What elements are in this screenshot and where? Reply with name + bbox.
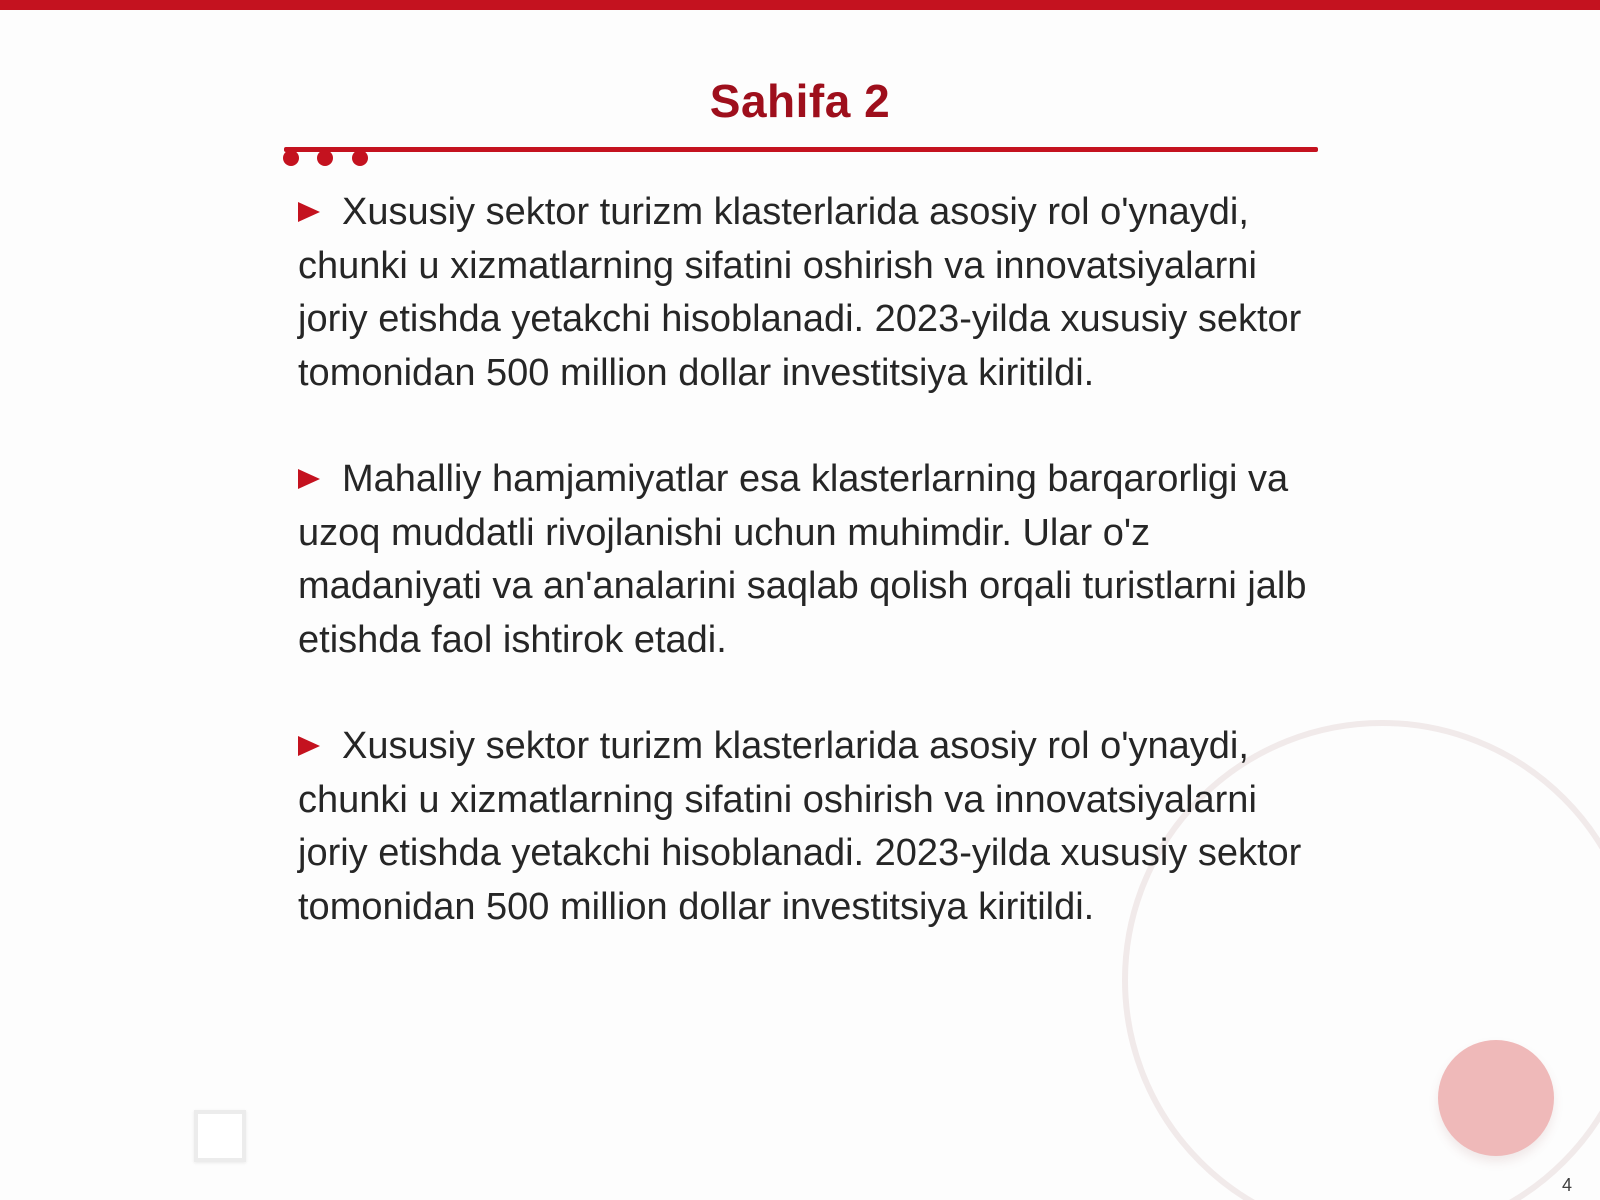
bullet-list	[298, 186, 1308, 987]
slide-title: Sahifa 2	[709, 75, 891, 127]
triangle-right-icon	[298, 469, 320, 489]
bullet-text: Xususiy sektor turizm klasterlarida asosiy rol o'ynaydi, chunki u xizmatlarning sifatini oshirish va innovatsiyalarni joriy etishda yetakchi hisoblanadi. 2023-yilda xususiy sektor tomonidan 500 million dollar investitsiya kiritildi.	[298, 725, 1302, 928]
decor-dot	[352, 150, 368, 166]
bullet-item	[298, 720, 1308, 934]
decor-dot	[283, 150, 299, 166]
decorative-square	[194, 1110, 246, 1162]
top-accent-bar	[0, 0, 1600, 10]
title-underline	[284, 147, 1318, 152]
bullet-item	[298, 186, 1308, 400]
bullet-text: Xususiy sektor turizm klasterlarida asosiy rol o'ynaydi, chunki u xizmatlarning sifatini oshirish va innovatsiyalarni joriy etishda yetakchi hisoblanadi. 2023-yilda xususiy sektor tomonidan 500 million dollar investitsiya kiritildi.	[298, 191, 1302, 394]
bullet-item	[298, 453, 1308, 667]
page-number: 4	[1561, 1175, 1572, 1195]
triangle-right-icon	[298, 736, 320, 756]
decorative-circle	[1438, 1040, 1554, 1156]
decor-dot	[317, 150, 333, 166]
bullet-text: Mahalliy hamjamiyatlar esa klasterlarning barqarorligi va uzoq muddatli rivojlanishi uchun muhimdir. Ular o'z madaniyati va an'analarini saqlab qolish orqali turistlarni jalb etishda faol ishtirok etadi.	[298, 458, 1307, 661]
triangle-right-icon	[298, 202, 320, 222]
